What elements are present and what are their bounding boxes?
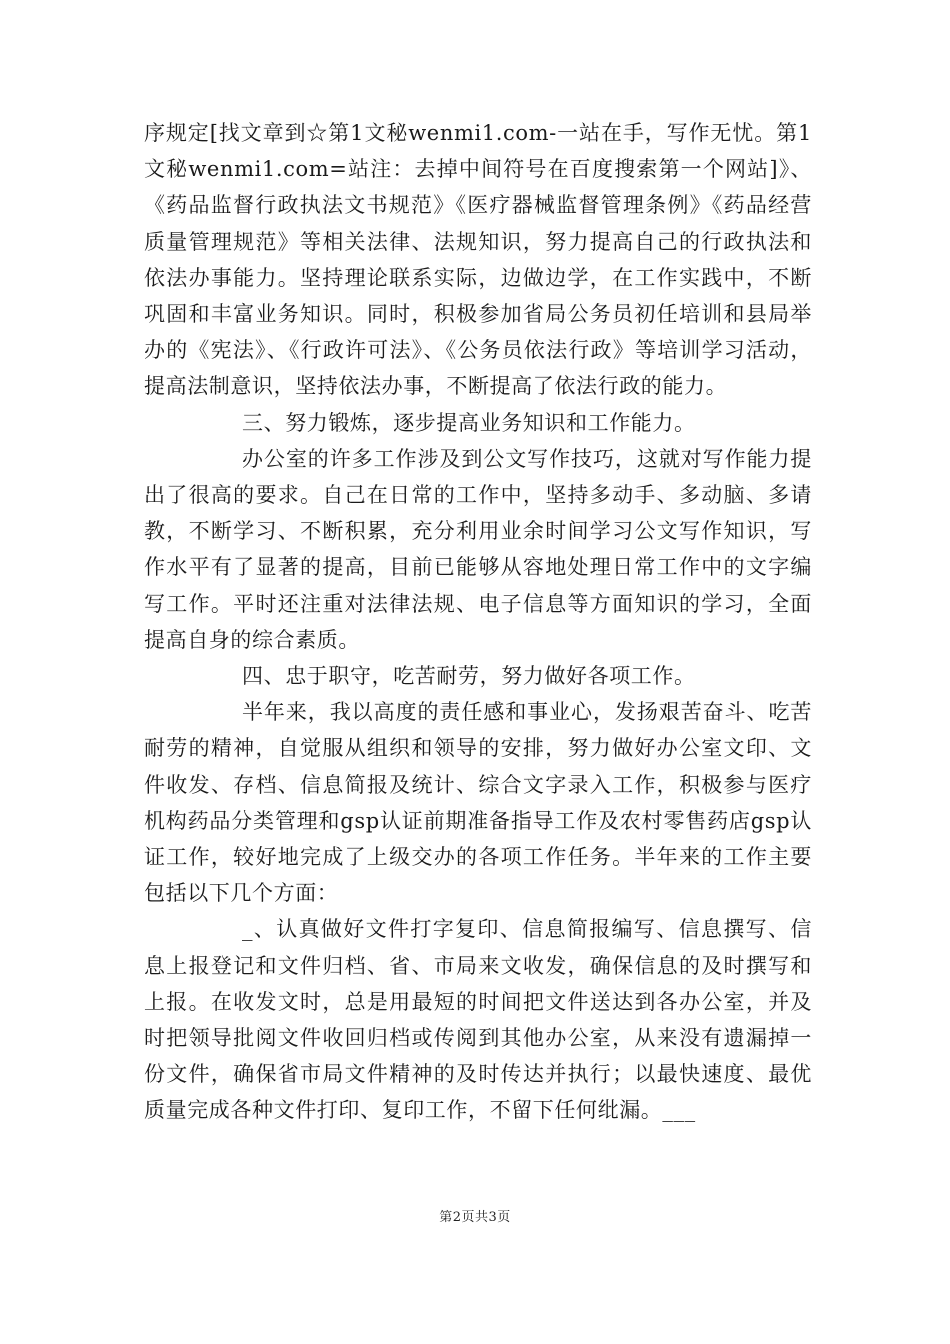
page-number-footer: 第2页共3页 (439, 1210, 511, 1225)
paragraph-half-year-summary: 半年来，我以高度的责任感和事业心，发扬艰苦奋斗、吃苦耐劳的精神，自觉服从组织和领导的安排，努力做好办公室文印、文件收发、存档、信息简报及统计、综合文字录入工作，积极参与医疗机构药品分类管理和gsp认证前期准备指导工作及农村零售药店gsp认证工作，较好地完成了上级交办的各项工作任务。半年来的工作主要包括以下几个方面： (144, 700, 812, 906)
paragraph-document-handling: _、认真做好文件打字复印、信息简报编写、信息撰写、信息上报登记和文件归档、省、市局来文收发，确保信息的及时撰写和上报。在收发文时，总是用最短的时间把文件送达到各办公室，并及时把领导批阅文件收回归档或传阅到其他办公室，从来没有遗漏掉一份文件，确保省市局文件精神的及时传达并执行；以最快速度、最优质量完成各种文件打印、复印工作，不留下任何纰漏。___ (144, 917, 812, 1123)
paragraph-writing-skills: 办公室的许多工作涉及到公文写作技巧，这就对写作能力提出了很高的要求。自己在日常的工作中，坚持多动手、多动脑、多请教，不断学习、不断积累，充分利用业余时间学习公文写作知识，写作水平有了显著的提高，目前已能够从容地处理日常工作中的文字编写工作。平时还注重对法律法规、电子信息等方面知识的学习，全面提高自身的综合素质。 (144, 446, 812, 652)
section-heading-four: 四、忠于职守，吃苦耐劳，努力做好各项工作。 (242, 664, 696, 689)
paragraph-continuation-legal-study: 序规定[找文章到☆第1文秘wenmi1.com-一站在手，写作无忧。第1文秘wenmi1.com=站注：去掉中间符号在百度搜索第一个网站]》、《药品监督行政执法文书规范》《医疗器械监督管理条例》《药品经营质量管理规范》等相关法律、法规知识，努力提高自己的行政执法和依法办事能力。坚持理论联系实际，边做边学，在工作实践中，不断巩固和丰富业务知识。同时，积极参加省局公务员初任培训和县局举办的《宪法》、《行政许可法》、《公务员依法行政》等培训学习活动，提高法制意识，坚持依法办事，不断提高了依法行政的能力。 (144, 121, 812, 399)
section-heading-three: 三、努力锻炼，逐步提高业务知识和工作能力。 (242, 410, 696, 435)
document-body (144, 115, 812, 1129)
